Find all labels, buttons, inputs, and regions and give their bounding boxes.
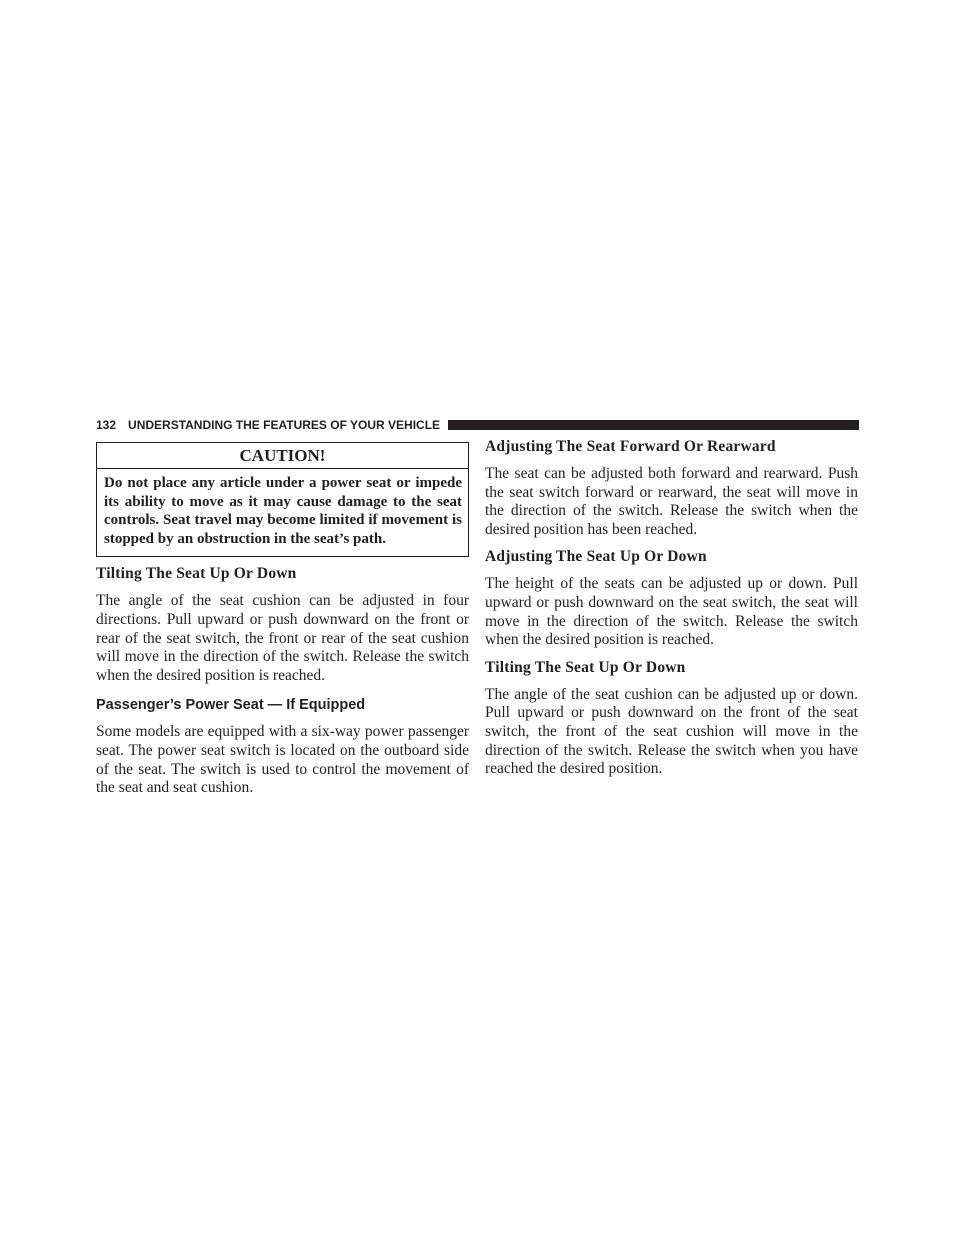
caution-title: CAUTION! [97, 443, 468, 469]
page-header [96, 417, 859, 433]
header-rule-bar [448, 420, 859, 430]
tilting-text-left: The angle of the seat cushion can be adjusted in four directions. Pull upward or push downward on the front or rear of the seat switch, the front or rear of the seat cushion will move in the direction of the switch. Release the switch when the desired position is reached. [96, 592, 469, 684]
tilting-heading-left: Tilting The Seat Up Or Down [96, 565, 297, 583]
caution-text: Do not place any article under a power seat or impede its ability to move as it may cause damage to the seat controls. Seat travel may become limited if movement is stopped by an obstruction in the seat’s path. [104, 475, 462, 547]
right-column [485, 437, 858, 779]
left-column [96, 442, 469, 798]
up-down-heading: Adjusting The Seat Up Or Down [485, 548, 707, 566]
forward-rearward-heading: Adjusting The Seat Forward Or Rearward [485, 438, 776, 455]
caution-box [96, 442, 469, 557]
tilting-heading-right: Tilting The Seat Up Or Down [485, 658, 686, 676]
page-number: 132 [96, 418, 117, 432]
passenger-seat-heading: Passenger’s Power Seat — If Equipped [96, 697, 366, 714]
forward-rearward-text: The seat can be adjusted both forward and rearward. Push the seat switch forward or rearward, the seat will move in the direction of the switch. Release the switch when the desired position has been reached. [485, 465, 858, 538]
up-down-text: The height of the seats can be adjusted up or down. Pull upward or push downward on the seat switch, the seat will move in the direction of the switch. Release the switch when the desired position is reached. [485, 575, 858, 649]
section-title: UNDERSTANDING THE FEATURES OF YOUR VEHICLE [128, 418, 441, 432]
tilting-text-right: The angle of the seat cushion can be adjusted up or down. Pull upward or push downward on the front of the seat switch, the front of the seat cushion will move in the direction of the switch. Release the switch when you have reached the desired position. [485, 685, 858, 778]
passenger-seat-text: Some models are equipped with a six-way power passenger seat. The power seat switch is located on the outboard side of the seat. The switch is used to control the movement of the seat and seat cushion. [96, 723, 469, 797]
